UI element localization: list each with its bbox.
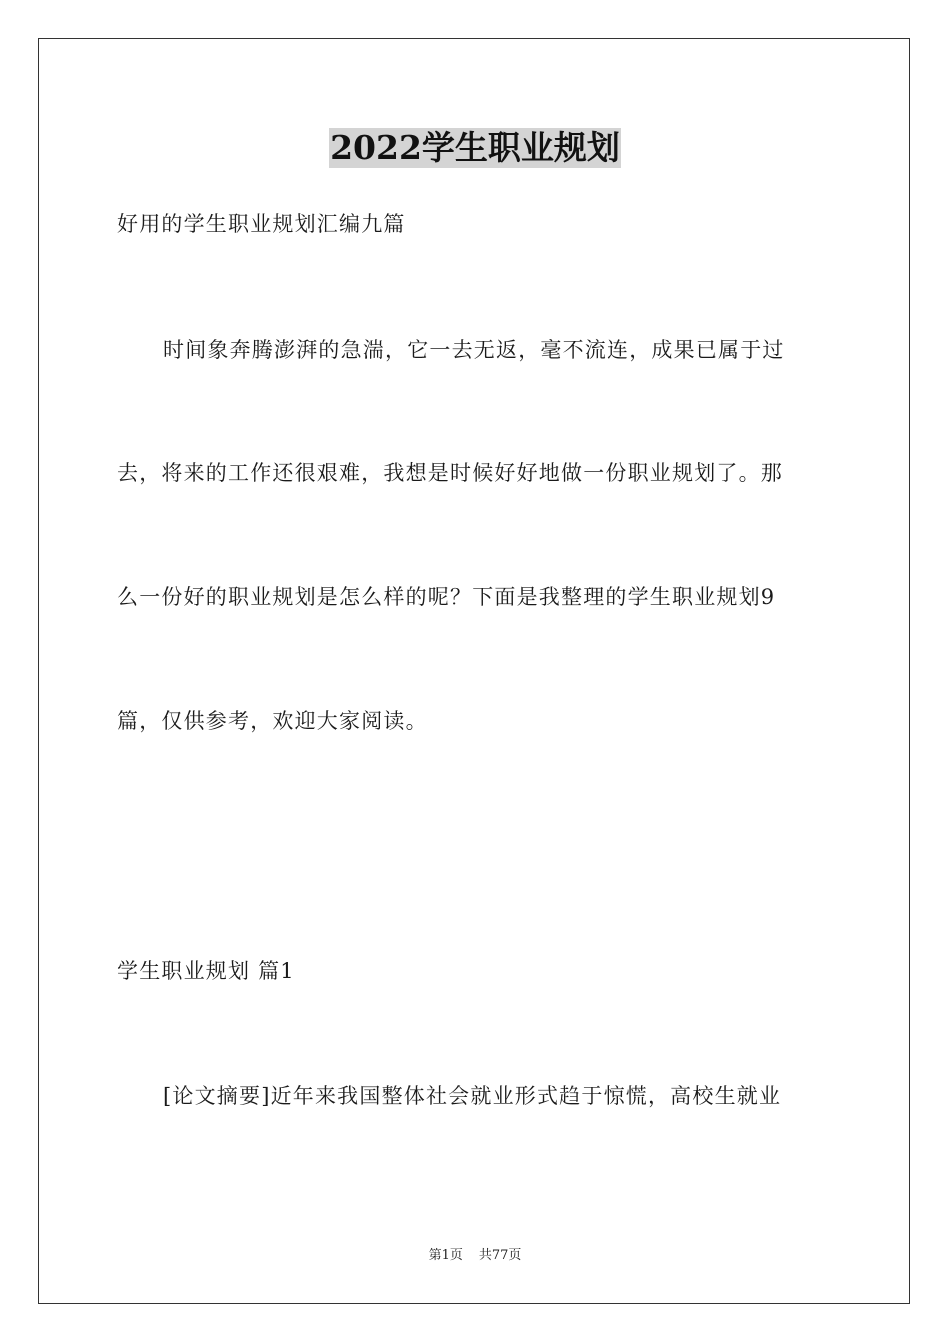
paragraph-line: 篇，仅供参考，欢迎大家阅读。: [117, 709, 428, 733]
document-subtitle: 好用的学生职业规划汇编九篇: [117, 212, 406, 236]
paragraph-line: 时间象奔腾澎湃的急湍，它一去无返，毫不流连，成果已属于过: [163, 338, 785, 362]
paragraph-line: 么一份好的职业规划是怎么样的呢？下面是我整理的学生职业规划9: [117, 585, 776, 609]
section-heading: 学生职业规划 篇1: [117, 959, 295, 983]
title-container: [0, 128, 950, 168]
total-pages-label: 共77页: [478, 1248, 522, 1263]
page-footer: [0, 1247, 950, 1265]
page-number-label: 第1页: [428, 1248, 463, 1263]
section-first-line: [论文摘要]近年来我国整体社会就业形式趋于惊慌，高校生就业: [163, 1084, 782, 1108]
document-title: 2022学生职业规划: [330, 128, 620, 167]
paragraph-line: 去，将来的工作还很艰难，我想是时候好好地做一份职业规划了。那: [117, 461, 783, 485]
